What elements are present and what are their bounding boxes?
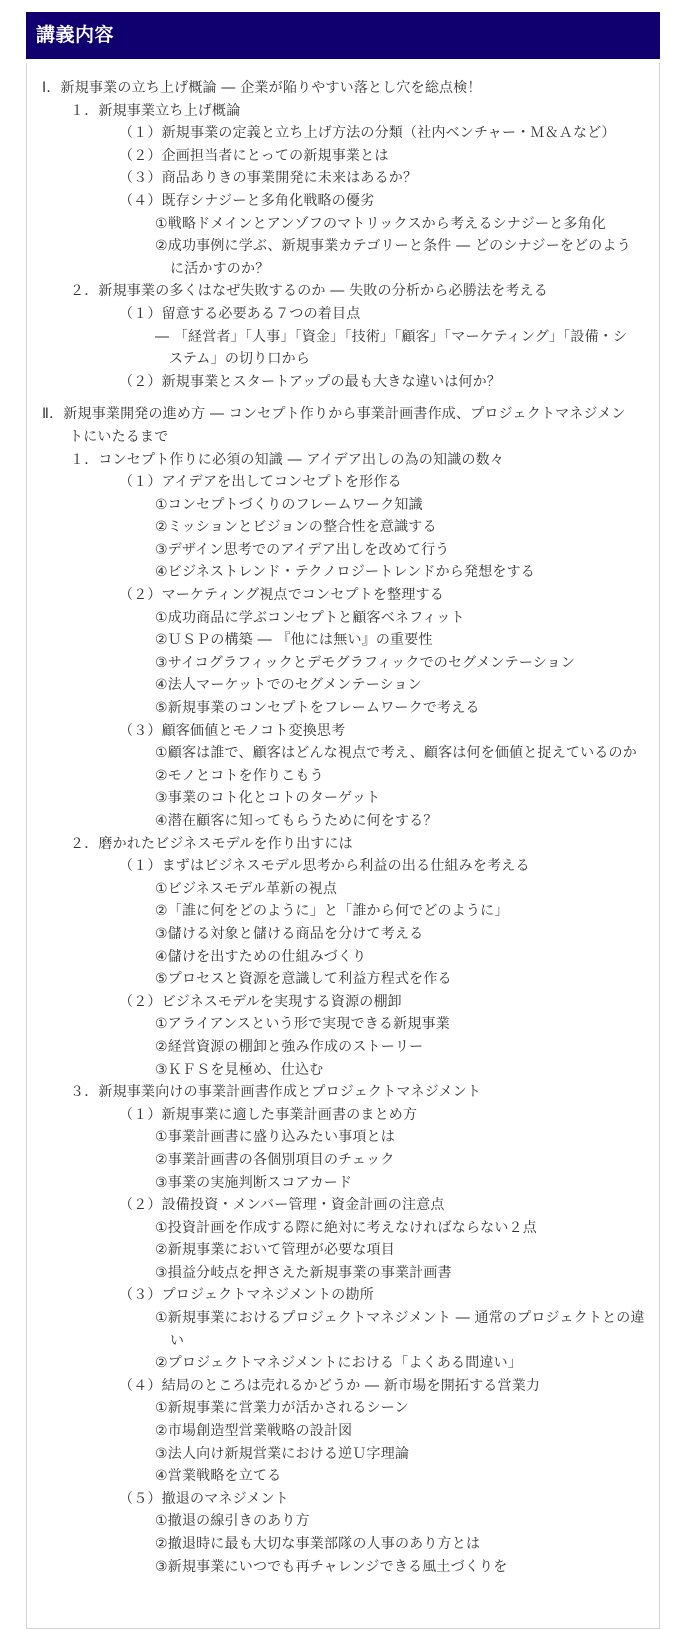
section-spacer — [27, 393, 659, 403]
lecture-panel — [26, 12, 660, 1629]
subsection-item: （３）プロジェクトマネジメントの勘所 — [119, 1287, 374, 1304]
detail-item: ③事業の実施判断スコアカード — [155, 1174, 353, 1191]
detail-item: ― 「経営者」「人事」「資金」「技術」「顧客」「マーケティング」「設備・システム」の切り口から — [155, 328, 628, 368]
detail-item: ①成功商品に学ぶコンセプトと顧客ベネフィット — [155, 609, 465, 626]
section-title: 講義内容 — [36, 24, 115, 46]
detail-item: ⑤新規事業のコンセプトをフレームワークで考える — [155, 700, 480, 717]
detail-item: ①顧客は誰で、顧客はどんな視点で考え、顧客は何を価値と捉えているのか — [155, 745, 637, 762]
subsection-item: （１）アイデアを出してコンセプトを形作る — [119, 474, 402, 491]
detail-item: ③事業のコト化とコトのターゲット — [155, 790, 381, 807]
subsection-item: （１）まずはビジネスモデル思考から利益の出る仕組みを考える — [119, 858, 530, 875]
section-heading: １．新規事業立ち上げ概論 — [70, 102, 241, 119]
section-heading: ２．磨かれたビジネスモデルを作り出すには — [70, 835, 353, 852]
detail-item: ④儲けを出すための仕組みづくり — [155, 948, 367, 965]
detail-item: ①投資計画を作成する際に絶対に考えなければならない２点 — [155, 1219, 537, 1236]
detail-item: ②新規事業において管理が必要な項目 — [155, 1242, 395, 1259]
detail-item: ④法人マーケットでのセグメンテーション — [155, 677, 422, 694]
detail-item: ③デザイン思考でのアイデア出しを改めて行う — [155, 541, 450, 558]
detail-item: ②事業計画書の各個別項目のチェック — [155, 1151, 395, 1168]
subsection-item: （４）既存シナジーと多角化戦略の優劣 — [119, 192, 375, 209]
lecture-content-box — [26, 63, 660, 1629]
detail-item: ②市場創造型営業戦略の設計図 — [155, 1423, 353, 1440]
lecture-outline — [27, 77, 659, 1578]
section-header — [26, 12, 660, 59]
detail-item: ②成功事例に学ぶ、新規事業カテゴリーと条件 ― どのシナジーをどのように活かすのか？ — [155, 238, 631, 277]
subsection-item: （１）新規事業の定義と立ち上げ方法の分類（社内ベンチャー・Ｍ＆Ａなど） — [119, 125, 616, 142]
chapter-heading: Ⅰ．新規事業の立ち上げ概論 ― 企業が陥りやすい落とし穴を総点検！ — [42, 80, 482, 96]
section-heading: ２．新規事業の多くはなぜ失敗するのか ― 失敗の分析から必勝法を考える — [70, 283, 548, 300]
detail-item: ②プロジェクトマネジメントにおける「よくある間違い」 — [155, 1355, 523, 1372]
subsection-item: （２）マーケティング視点でコンセプトを整理する — [119, 587, 444, 604]
detail-item: ①ビジネスモデル革新の視点 — [155, 880, 338, 897]
subsection-item: （１）留意する必要ある７つの着目点 — [119, 305, 361, 322]
detail-item: ①戦略ドメインとアンゾフのマトリックスから考えるシナジーと多角化 — [155, 215, 606, 232]
detail-item: ①事業計画書に盛り込みたい事項とは — [155, 1129, 395, 1146]
detail-item: ④潜在顧客に知ってもらうために何をする？ — [155, 813, 438, 829]
subsection-item: （４）結局のところは売れるかどうか ― 新市場を開拓する営業力 — [119, 1377, 541, 1394]
subsection-item: （１）新規事業に適した事業計画書のまとめ方 — [119, 1106, 418, 1123]
detail-item: ②撤退時に最も大切な事業部隊の人事のあり方とは — [155, 1536, 481, 1552]
section-heading: ３．新規事業向けの事業計画書作成とプロジェクトマネジメント — [70, 1084, 482, 1101]
detail-item: ③法人向け新規営業における逆Ｕ字理論 — [155, 1445, 410, 1462]
detail-item: ⑤プロセスと資源を意識して利益方程式を作る — [155, 971, 452, 988]
detail-item: ①アライアンスという形で実現できる新規事業 — [155, 1016, 450, 1033]
detail-item: ②経営資源の棚卸と強み作成のストーリー — [155, 1038, 424, 1055]
subsection-item: （５）撤退のマネジメント — [119, 1490, 289, 1507]
subsection-item: （２）新規事業とスタートアップの最も大きな違いは何か？ — [119, 373, 501, 390]
detail-item: ③儲ける対象と儲ける商品を分けて考える — [155, 925, 424, 942]
detail-item: ③ＫＦＳを見極め、仕込む — [155, 1061, 324, 1078]
subsection-item: （２）企画担当者にとっての新規事業とは — [119, 147, 389, 164]
section-heading: １．コンセプト作りに必須の知識 ― アイデア出しの為の知識の数々 — [70, 451, 505, 468]
detail-item: ②ＵＳＰの構築 ― 『他には無い』の重要性 — [155, 632, 433, 649]
detail-item: ②モノとコトを作りこもう — [155, 767, 324, 784]
detail-item: ②「誰に何をどのように」と「誰から何でどのように」 — [155, 903, 509, 920]
detail-item: ①撤退の線引きのあり方 — [155, 1513, 310, 1530]
chapter-heading: Ⅱ．新規事業開発の進め方 ― コンセプト作りから事業計画書作成、プロジェクトマネジメントにいたるまで — [42, 406, 626, 445]
detail-item: ①コンセプトづくりのフレームワーク知識 — [155, 496, 423, 513]
detail-item: ②ミッションとビジョンの整合性を意識する — [155, 519, 437, 536]
detail-item: ①新規事業におけるプロジェクトマネジメント ― 通常のプロジェクトとの違い — [155, 1310, 645, 1349]
detail-item: ③新規事業にいつでも再チャレンジできる風土づくりを — [155, 1558, 508, 1575]
subsection-item: （２）設備投資・メンバー管理・資金計画の注意点 — [119, 1197, 445, 1214]
subsection-item: （３）顧客価値とモノコト変換思考 — [119, 722, 346, 739]
subsection-item: （２）ビジネスモデルを実現する資源の棚卸 — [119, 993, 402, 1010]
detail-item: ③サイコグラフィックとデモグラフィックでのセグメンテーション — [155, 654, 576, 671]
detail-item: ①新規事業に営業力が活かされるシーン — [155, 1400, 409, 1417]
detail-item: ④ビジネストレンド・テクノロジートレンドから発想をする — [155, 564, 535, 581]
subsection-item: （３）商品ありきの事業開発に未来はあるか？ — [119, 170, 418, 187]
detail-item: ③損益分岐点を押さえた新規事業の事業計画書 — [155, 1264, 452, 1281]
detail-item: ④営業戦略を立てる — [155, 1468, 282, 1485]
